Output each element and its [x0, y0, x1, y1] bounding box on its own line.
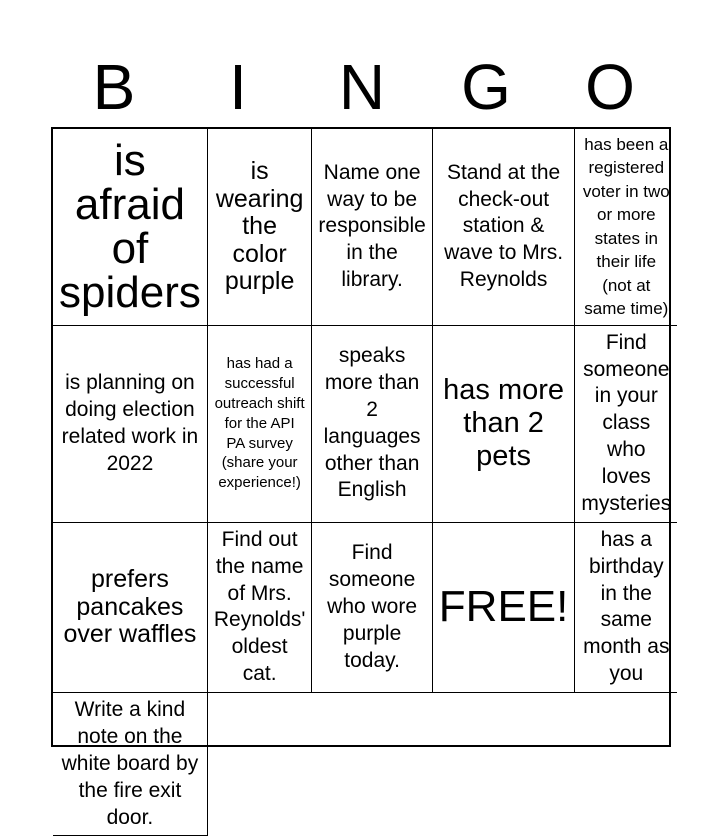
bingo-cell-text: speaks more than 2 languages other than English [323, 344, 421, 502]
bingo-cell-8[interactable] [208, 326, 313, 523]
bingo-cell-4[interactable] [433, 129, 576, 326]
bingo-cell-11[interactable] [433, 326, 576, 523]
bingo-cell-13[interactable] [53, 523, 208, 693]
header-letter-b: B [92, 51, 136, 123]
free-space[interactable] [433, 523, 576, 693]
bingo-cell-text: Stand at the check-out station & wave to Mrs. Reynolds [444, 160, 564, 292]
bingo-cell-text: Find out the name of Mrs. Reynolds' oldest cat. [213, 527, 306, 686]
bingo-cell-text: is planning on doing election related work in 2022 [61, 370, 199, 475]
bingo-cell-9[interactable] [312, 326, 432, 523]
header-letter-o: O [585, 51, 635, 123]
bingo-cell-14[interactable] [208, 523, 313, 693]
bingo-cell-3[interactable] [312, 129, 432, 326]
bingo-cell-text: is wearing the color purple [215, 157, 304, 296]
bingo-cell-19[interactable] [53, 693, 208, 836]
bingo-cell-text: Write a kind note on the white board by the fire exit door. [61, 698, 199, 829]
bingo-cell-1[interactable] [53, 129, 208, 326]
bingo-cell-text: prefers pancakes over waffles [63, 565, 197, 649]
bingo-cell-text: has a birthday in the same month as you [583, 527, 670, 686]
bingo-cell-2[interactable] [208, 129, 313, 326]
free-space-label: FREE! [438, 582, 569, 632]
bingo-cell-text: Find someone who wore purple today. [327, 541, 418, 672]
bingo-cell-18[interactable] [575, 523, 677, 693]
bingo-cell-text: has had a successful outreach shift for the API PA survey (share your experience!) [214, 355, 305, 492]
bingo-cell-text: has more than 2 pets [443, 374, 565, 473]
header-letter-i: I [229, 51, 247, 123]
bingo-cell-text: Find someone in your class who loves mysteries [581, 330, 672, 515]
bingo-cell-text: is afraid of spiders [59, 135, 201, 317]
bingo-cell-12[interactable] [575, 326, 677, 523]
header-letter-n: N [338, 51, 386, 123]
bingo-cell-7[interactable] [53, 326, 208, 523]
bingo-board [51, 127, 672, 829]
bingo-cell-text: has been a registered voter in two or more states in their life (not at same time) [582, 135, 670, 319]
bingo-header [52, 52, 672, 122]
bingo-cell-6[interactable] [575, 129, 677, 326]
header-letter-g: G [461, 51, 511, 123]
bingo-cell-text: Name one way to be responsible in the library. [318, 160, 426, 292]
bingo-cell-16[interactable] [312, 523, 432, 693]
